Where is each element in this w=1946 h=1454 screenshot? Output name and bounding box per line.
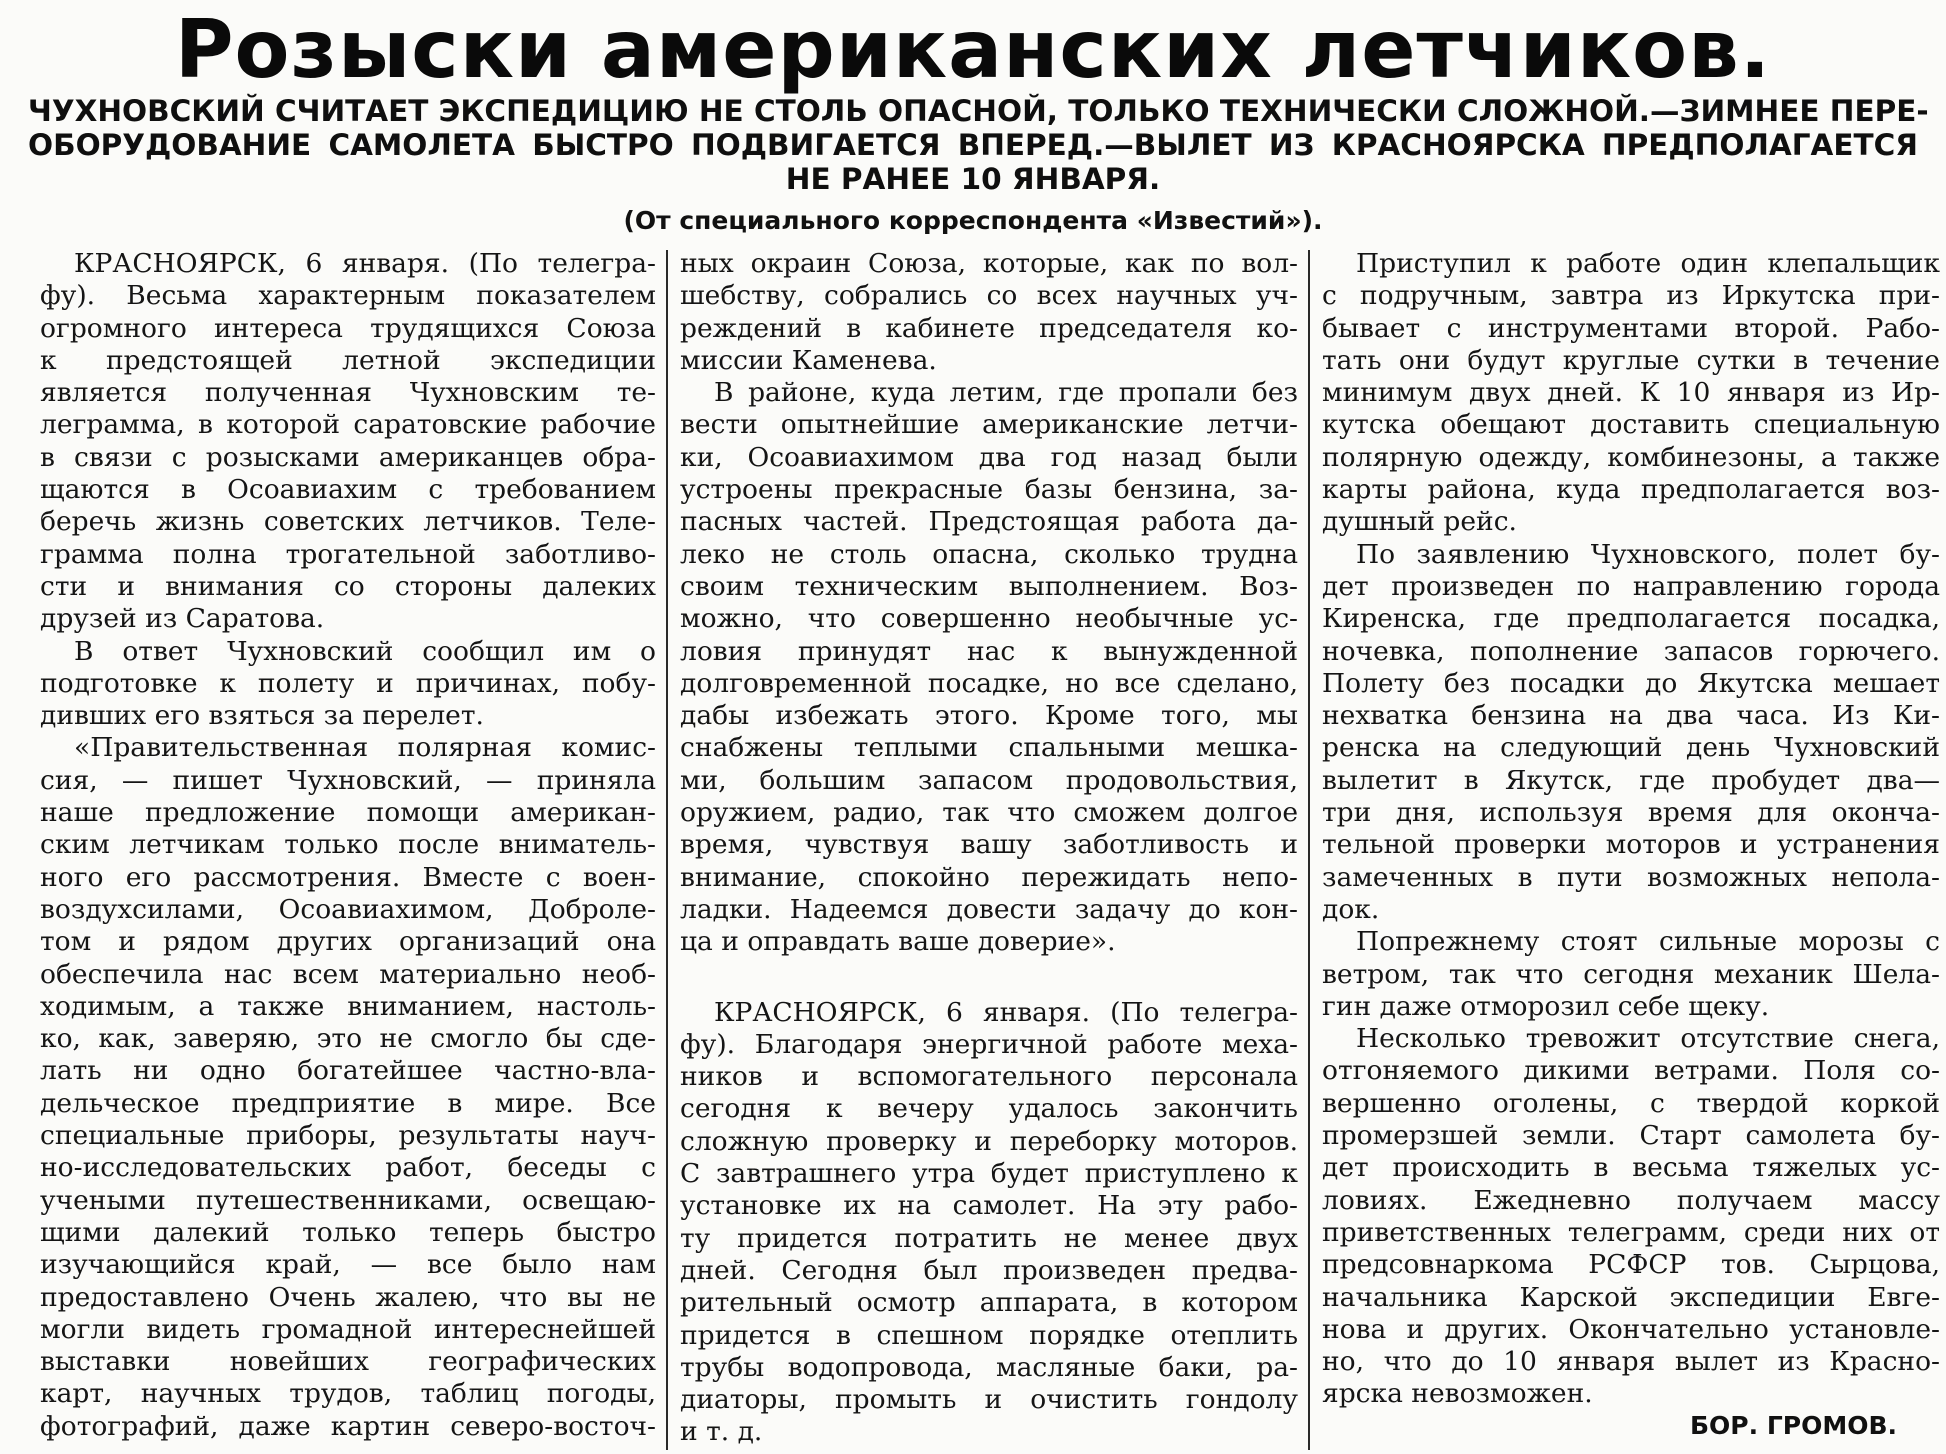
text-line: ки, Осоавиахимом два год назад были xyxy=(680,441,1298,473)
text-line: Полету без посадки до Якутска мешает xyxy=(1322,667,1940,699)
text-line: щими далекий только теперь быстро xyxy=(40,1216,656,1248)
text-line: бывает с инструментами второй. Рабо- xyxy=(1322,312,1940,344)
text-line: кутска обещают доставить специальную xyxy=(1322,409,1940,441)
text-line: является полученная Чухновским те- xyxy=(40,377,656,409)
text-line: карты района, куда предполагается воз- xyxy=(1322,474,1940,506)
column-2 xyxy=(680,248,1298,1449)
text-line: обеспечила нас всем материально необ- xyxy=(40,958,656,990)
text-line: По заявлению Чухновского, полет бу- xyxy=(1356,538,1940,570)
text-line: могли видеть громадной интереснейшей xyxy=(40,1313,656,1345)
text-line: Киренска, где предполагается посадка, xyxy=(1322,603,1940,635)
text-line: отгоняемого дикими ветрами. Поля со- xyxy=(1322,1055,1940,1087)
text-line: пасных частей. Предстоящая работа да- xyxy=(680,506,1298,538)
text-line: замеченных в пути возможных непола- xyxy=(1322,861,1940,893)
text-line: ми, большим запасом продовольствия, xyxy=(680,764,1298,796)
text-line: ца и оправдать ваше доверие». xyxy=(680,926,1116,958)
text-line: карт, научных трудов, таблиц погоды, xyxy=(40,1378,656,1410)
text-line: ту придется потратить не менее двух xyxy=(680,1222,1298,1254)
text-line: своим техническим выполнением. Воз- xyxy=(680,570,1298,602)
column-3 xyxy=(1322,248,1940,1411)
subheadline-line: НЕ РАНЕЕ 10 ЯНВАРЯ. xyxy=(785,162,1161,196)
text-line: изучающийся край, — все было нам xyxy=(40,1249,656,1281)
text-line: приветственных телеграмм, среди них от xyxy=(1322,1216,1940,1248)
text-line: огромного интереса трудящихся Союза xyxy=(40,312,656,344)
text-line: ко, как, заверяю, это не смогло бы сде- xyxy=(40,1023,656,1055)
text-line: нехватка бензина на два часа. Из Ки- xyxy=(1322,700,1940,732)
text-line: В ответ Чухновский сообщил им о xyxy=(74,635,656,667)
text-line: выставки новейших географических xyxy=(40,1346,656,1378)
text-line: к предстоящей летной экспедиции xyxy=(40,344,656,376)
text-line: предоставлено Очень жалею, что вы не xyxy=(40,1281,656,1313)
text-line: дивших его взяться за перелет. xyxy=(40,700,484,732)
text-line: тельной проверки моторов и устранения xyxy=(1322,829,1940,861)
subheadline xyxy=(28,94,1929,196)
text-line: тать они будут круглые сутки в течение xyxy=(1322,344,1940,376)
text-line: Попрежнему стоят сильные морозы с xyxy=(1356,926,1940,958)
article-gap xyxy=(680,959,1298,997)
text-line: дельческое предприятие в мире. Все xyxy=(40,1087,656,1119)
text-line: ных окраин Союза, которые, как по вол- xyxy=(680,248,1298,279)
text-line: сложную проверку и переборку моторов. xyxy=(680,1125,1298,1157)
text-line: придется в спешном порядке отеплить xyxy=(680,1319,1298,1351)
text-line: ветром, так что сегодня механик Шела- xyxy=(1322,958,1940,990)
text-line: ловиях. Ежедневно получаем массу xyxy=(1322,1184,1940,1216)
text-line: снабжены теплыми спальными мешка- xyxy=(680,732,1298,764)
byline: (От специального корреспондента «Известий»). xyxy=(623,206,1323,235)
text-line: в связи с розысками американцев обра- xyxy=(40,441,656,473)
text-line: и т. д. xyxy=(680,1416,763,1448)
text-line: ходимым, а также вниманием, настоль- xyxy=(40,990,656,1022)
subheadline-line: ЧУХНОВСКИЙ СЧИТАЕТ ЭКСПЕДИЦИЮ НЕ СТОЛЬ ОПАСНОЙ, ТОЛЬКО ТЕХНИЧЕСКИ СЛОЖНОЙ.—ЗИМНЕЕ ПЕРЕ- xyxy=(28,94,1929,128)
text-line: душный рейс. xyxy=(1322,506,1517,538)
text-line: учеными путешественниками, освещаю- xyxy=(40,1184,656,1216)
text-line: сегодня к вечеру удалось закончить xyxy=(680,1093,1298,1125)
text-line: грамма полна трогательной заботливо- xyxy=(40,538,656,570)
text-line: Приступил к работе один клепальщик xyxy=(1356,248,1940,279)
text-line: начальника Карской экспедиции Евге- xyxy=(1322,1281,1940,1313)
text-line: ярска невозможен. xyxy=(1322,1378,1593,1410)
text-line: нова и других. Окончательно установле- xyxy=(1322,1313,1940,1345)
text-line: дет произведен по направлению города xyxy=(1322,570,1940,602)
text-line: промерзшей земли. Старт самолета бу- xyxy=(1322,1120,1940,1152)
text-line: время, чувствуя вашу заботливость и xyxy=(680,829,1298,861)
text-line: с подручным, завтра из Иркутска при- xyxy=(1322,280,1940,312)
text-line: док. xyxy=(1322,893,1380,925)
text-line: дабы избежать этого. Кроме того, мы xyxy=(680,700,1298,732)
text-line: воздухсилами, Осоавиахимом, Доброле- xyxy=(40,893,656,925)
text-line: наше предложение помощи американ- xyxy=(40,797,656,829)
text-line: том и рядом других организаций она xyxy=(40,926,656,958)
text-line: Несколько тревожит отсутствие снега, xyxy=(1356,1023,1940,1055)
text-line: фотографий, даже картин северо-восточ- xyxy=(40,1410,656,1442)
text-line: предсовнаркома РСФСР тов. Сырцова, xyxy=(1322,1249,1940,1281)
column-divider xyxy=(666,250,668,1450)
text-line: полярную одежду, комбинезоны, а также xyxy=(1322,441,1940,473)
text-line: сти и внимания со стороны далеких xyxy=(40,570,656,602)
column-1 xyxy=(40,248,656,1443)
text-line: миссии Каменева. xyxy=(680,344,937,376)
subheadline-line: ОБОРУДОВАНИЕ САМОЛЕТА БЫСТРО ПОДВИГАЕТСЯ ВПЕРЕД.—ВЫЛЕТ ИЗ КРАСНОЯРСКА ПРЕДПОЛАГАЕТСЯ xyxy=(28,128,1918,162)
text-line: вести опытнейшие американские летчи- xyxy=(680,409,1298,441)
text-line: ским летчикам только после вниматель- xyxy=(40,829,656,861)
text-line: С завтрашнего утра будет приступлено к xyxy=(680,1158,1298,1190)
text-line: устроены прекрасные базы бензина, за- xyxy=(680,474,1298,506)
text-line: ников и вспомогательного персонала xyxy=(680,1061,1298,1093)
text-line: подготовке к полету и причинах, побу- xyxy=(40,667,656,699)
text-line: но-исследовательских работ, беседы с xyxy=(40,1152,656,1184)
text-line: друзей из Саратова. xyxy=(40,603,325,635)
text-line: вершенно оголены, с твердой коркой xyxy=(1322,1087,1940,1119)
column-2-second-dispatch xyxy=(680,997,1298,1449)
text-line: леграмма, в которой саратовские рабочие xyxy=(40,409,656,441)
text-line: ного его рассмотрения. Вместе с воен- xyxy=(40,861,656,893)
text-line: «Правительственная полярная комис- xyxy=(74,732,656,764)
text-line: долговременной посадке, но все сделано, xyxy=(680,667,1298,699)
text-line: КРАСНОЯРСК, 6 января. (По телегра- xyxy=(74,248,656,279)
text-line: дней. Сегодня был произведен предва- xyxy=(680,1254,1298,1286)
column-divider xyxy=(1308,250,1310,1450)
text-line: гин даже отморозил себе щеку. xyxy=(1322,990,1770,1022)
text-line: беречь жизнь советских летчиков. Теле- xyxy=(40,506,656,538)
text-line: фу). Весьма характерным показателем xyxy=(40,280,656,312)
text-line: ночевка, пополнение запасов горючего. xyxy=(1322,635,1940,667)
text-line: фу). Благодаря энергичной работе меха- xyxy=(680,1028,1298,1060)
text-line: леко не столь опасна, сколько трудна xyxy=(680,538,1298,570)
text-line: сия, — пишет Чухновский, — приняла xyxy=(40,764,656,796)
text-line: внимание, спокойно пережидать непо- xyxy=(680,861,1298,893)
text-line: специальные приборы, результаты науч- xyxy=(40,1120,656,1152)
text-line: рительный осмотр аппарата, в котором xyxy=(680,1287,1298,1319)
column-2-article-continuation xyxy=(680,248,1298,959)
text-line: В районе, куда летим, где пропали без xyxy=(714,377,1298,409)
author-signature: БОР. ГРОМОВ. xyxy=(1690,1411,1898,1440)
text-line: лать ни одно богатейшее частно-вла- xyxy=(40,1055,656,1087)
text-line: диаторы, промыть и очистить гондолу xyxy=(680,1384,1298,1416)
text-line: оружием, радио, так что сможем долгое xyxy=(680,797,1298,829)
text-line: трубы водопровода, масляные баки, ра- xyxy=(680,1351,1298,1383)
text-line: но, что до 10 января вылет из Красно- xyxy=(1322,1346,1940,1378)
text-line: ладки. Надеемся довести задачу до кон- xyxy=(680,893,1298,925)
text-line: ренска на следующий день Чухновский xyxy=(1322,732,1940,764)
text-line: три дня, используя время для оконча- xyxy=(1322,797,1940,829)
text-line: вылетит в Якутск, где пробудет два— xyxy=(1322,764,1940,796)
headline: Розыски американских летчиков. xyxy=(174,3,1772,96)
text-line: КРАСНОЯРСК, 6 января. (По телегра- xyxy=(714,996,1298,1028)
text-line: минимум двух дней. К 10 января из Ир- xyxy=(1322,377,1940,409)
text-line: ловия принудят нас к вынужденной xyxy=(680,635,1298,667)
text-line: установке их на самолет. На эту рабо- xyxy=(680,1190,1298,1222)
text-line: дет происходить в весьма тяжелых ус- xyxy=(1322,1152,1940,1184)
text-line: реждений в кабинете председателя ко- xyxy=(680,312,1298,344)
text-line: можно, что совершенно необычные ус- xyxy=(680,603,1298,635)
text-line: шебству, собрались со всех научных уч- xyxy=(680,280,1298,312)
text-line: щаются в Осоавиахим с требованием xyxy=(40,474,656,506)
